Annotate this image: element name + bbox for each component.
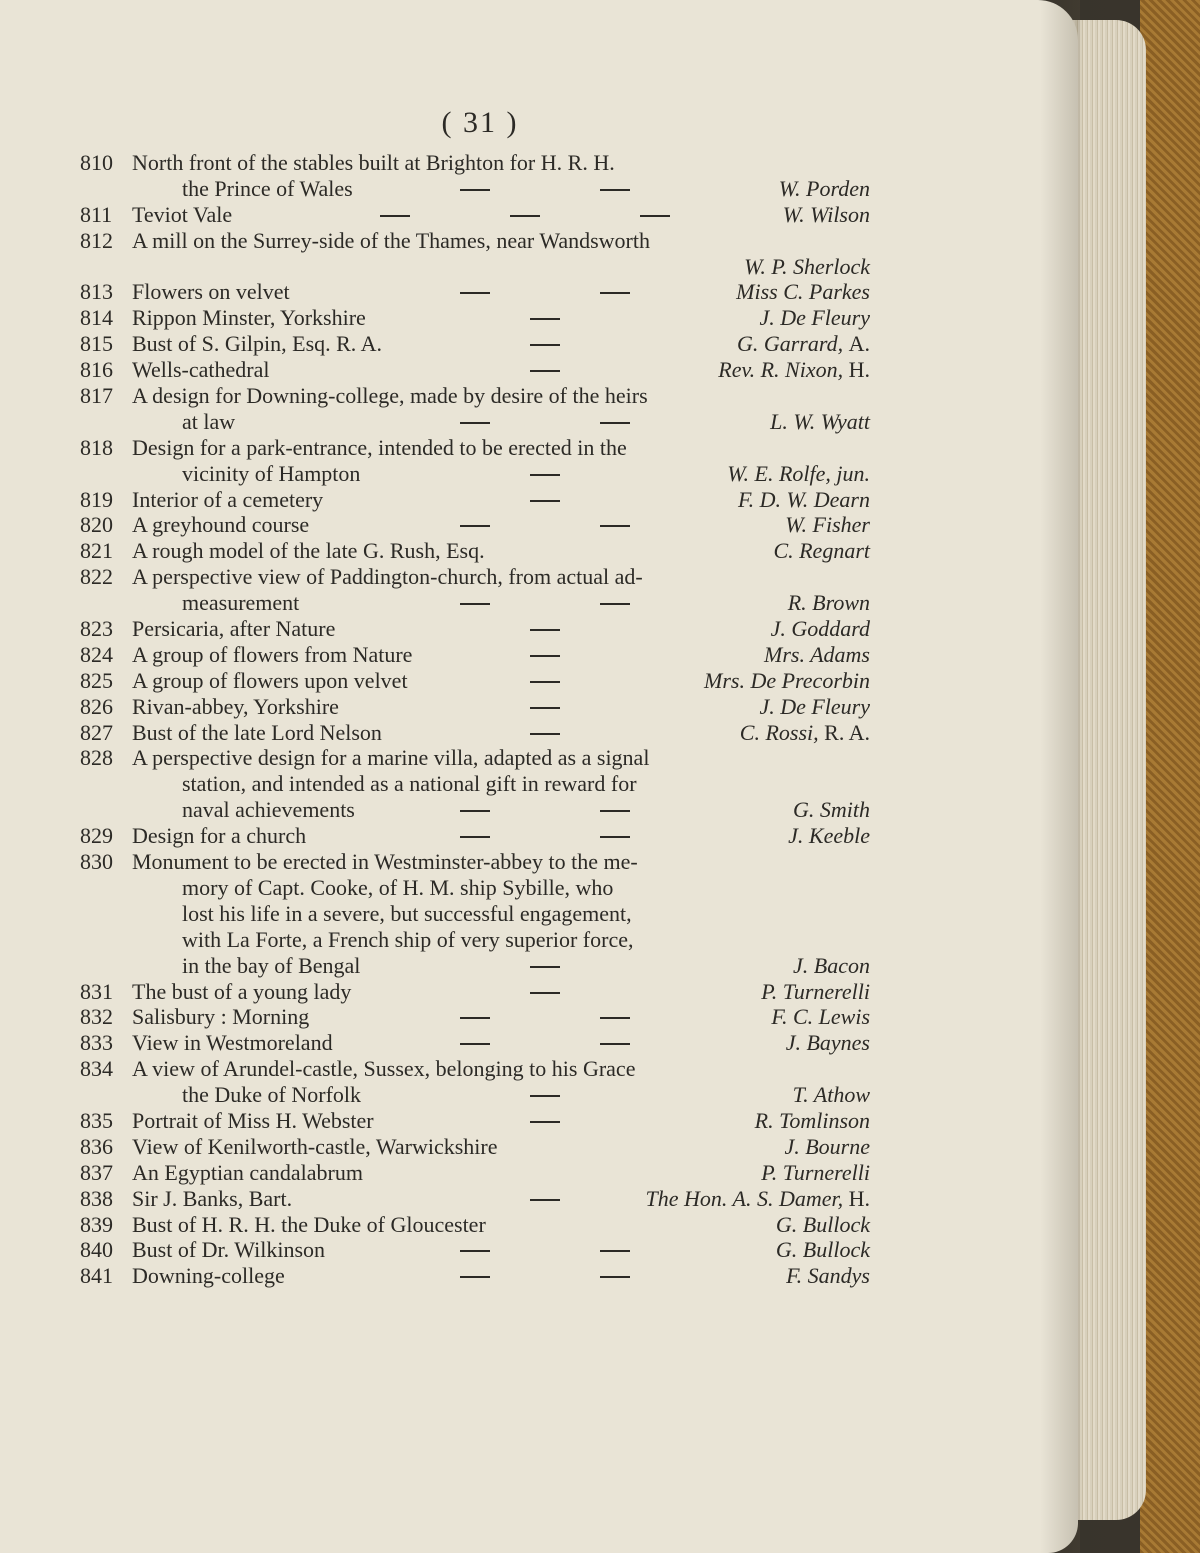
entry-line xyxy=(80,1186,870,1212)
entry-number: 830 xyxy=(80,849,113,875)
leader-dash xyxy=(380,215,410,217)
entry-artist xyxy=(788,590,870,616)
entry-artist xyxy=(759,694,870,720)
entry-number: 819 xyxy=(80,486,113,512)
artist-suffix: H. xyxy=(848,357,870,383)
entry-line xyxy=(80,357,870,383)
entry-artist xyxy=(770,409,870,435)
entry-line xyxy=(80,1056,870,1082)
entry-title: lost his life in a severe, but successful engagement, xyxy=(182,900,632,926)
entry-line xyxy=(80,642,870,668)
catalogue-entries xyxy=(80,150,870,1289)
entry-artist xyxy=(793,797,870,823)
entry-title: Interior of a cemetery xyxy=(132,486,324,512)
entry-number: 841 xyxy=(80,1263,113,1289)
entry-title: Design for a church xyxy=(132,823,307,849)
artist-name: Rev. R. Nixon, xyxy=(718,357,844,383)
entry-title: View of Kenilworth-castle, Warwickshire xyxy=(132,1133,498,1159)
entry-line xyxy=(80,435,870,461)
entry-title: Persicaria, after Nature xyxy=(132,616,336,642)
entry-line xyxy=(80,1004,870,1030)
entry-line xyxy=(80,1212,870,1238)
artist-name: Mrs. De Precorbin xyxy=(704,667,870,693)
entry-title: A design for Downing-college, made by desire of the heirs xyxy=(132,383,648,409)
entry-line xyxy=(80,927,870,953)
artist-name: L. W. Wyatt xyxy=(770,408,870,434)
entry-title: An Egyptian candalabrum xyxy=(132,1159,363,1185)
entry-artist xyxy=(718,357,870,383)
entry-number: 827 xyxy=(80,719,113,745)
entry-line xyxy=(80,616,870,642)
page-number-header: ( 31 ) xyxy=(441,106,519,139)
artist-name: G. Bullock xyxy=(775,1237,870,1263)
leader-dash xyxy=(530,474,560,476)
entry-title: Bust of the late Lord Nelson xyxy=(132,719,382,745)
artist-name: J. Bourne xyxy=(784,1133,870,1159)
entry-line xyxy=(80,668,870,694)
entry-number: 823 xyxy=(80,616,113,642)
entry-line xyxy=(80,487,870,513)
entry-line xyxy=(80,512,870,538)
entry-title: station, and intended as a national gift in reward for xyxy=(182,771,637,797)
entry-line xyxy=(80,823,870,849)
artist-name: J. De Fleury xyxy=(759,305,870,331)
artist-name: G. Bullock xyxy=(775,1211,870,1237)
entry-title: the Prince of Wales xyxy=(182,175,353,201)
entry-artist xyxy=(786,1263,870,1289)
entry-line xyxy=(80,176,870,202)
entry-artist xyxy=(646,1186,870,1212)
leader-dash xyxy=(460,525,490,527)
leader-dash xyxy=(530,629,560,631)
entry-number: 831 xyxy=(80,978,113,1004)
leader-dash xyxy=(530,500,560,502)
entry-artist xyxy=(785,512,870,538)
book-spine xyxy=(1140,0,1200,1553)
artist-name: W. P. Sherlock xyxy=(744,253,870,279)
entry-line xyxy=(80,694,870,720)
entry-line xyxy=(80,228,870,254)
leader-dash xyxy=(530,1121,560,1123)
leader-dash xyxy=(600,1250,630,1252)
artist-name: J. Baynes xyxy=(785,1030,870,1056)
entry-artist xyxy=(761,1160,870,1186)
page-gutter-shadow xyxy=(1040,0,1080,1553)
leader-dash xyxy=(600,422,630,424)
entry-number: 817 xyxy=(80,383,113,409)
entry-title: A mill on the Surrey-side of the Thames, near Wandsworth xyxy=(132,227,650,253)
entry-title: Wells-cathedral xyxy=(132,357,270,383)
entry-title: View in Westmoreland xyxy=(132,1030,333,1056)
entry-artist xyxy=(788,823,870,849)
artist-name: P. Turnerelli xyxy=(761,1159,870,1185)
artist-name: R. Tomlinson xyxy=(754,1107,870,1133)
entry-title: Rivan-abbey, Yorkshire xyxy=(132,693,339,719)
entry-artist xyxy=(773,538,870,564)
entry-artist xyxy=(793,1082,870,1108)
leader-dash xyxy=(530,344,560,346)
artist-name: P. Turnerelli xyxy=(761,978,870,1004)
artist-name: J. De Fleury xyxy=(759,693,870,719)
artist-name: W. Wilson xyxy=(782,201,870,227)
entry-title: Bust of Dr. Wilkinson xyxy=(132,1237,326,1263)
entry-number: 811 xyxy=(80,201,113,227)
artist-name: Mrs. Adams xyxy=(764,641,870,667)
entry-title: vicinity of Hampton xyxy=(182,460,361,486)
entry-title: The bust of a young lady xyxy=(132,978,352,1004)
entry-artist xyxy=(755,1108,870,1134)
entry-line xyxy=(80,331,870,357)
entry-artist xyxy=(761,979,870,1005)
entry-line xyxy=(80,1237,870,1263)
entry-number: 829 xyxy=(80,823,113,849)
entry-artist xyxy=(786,1030,870,1056)
entry-line xyxy=(80,254,870,280)
entry-artist xyxy=(784,1134,870,1160)
entry-line xyxy=(80,305,870,331)
entry-number: 822 xyxy=(80,564,113,590)
leader-dash xyxy=(460,1043,490,1045)
artist-name: J. Bacon xyxy=(793,952,870,978)
entry-artist xyxy=(738,487,870,513)
entry-title: in the bay of Bengal xyxy=(182,952,361,978)
entry-title: A group of flowers from Nature xyxy=(132,641,413,667)
leader-dash xyxy=(600,836,630,838)
entry-title: naval achievements xyxy=(182,797,355,823)
leader-dash xyxy=(460,1250,490,1252)
leader-dash xyxy=(530,992,560,994)
entry-line xyxy=(80,1108,870,1134)
entry-title: Downing-college xyxy=(132,1263,285,1289)
entry-title: Portrait of Miss H. Webster xyxy=(132,1107,374,1133)
entry-title: A greyhound course xyxy=(132,512,310,538)
leader-dash xyxy=(530,1199,560,1201)
entry-number: 840 xyxy=(80,1237,113,1263)
entry-line xyxy=(80,279,870,305)
entry-title: A view of Arundel-castle, Sussex, belonging to his Grace xyxy=(132,1056,636,1082)
entry-artist xyxy=(740,720,870,746)
entry-line xyxy=(80,979,870,1005)
leader-dash xyxy=(530,733,560,735)
entry-artist xyxy=(704,668,870,694)
artist-suffix: H. xyxy=(848,1185,870,1211)
artist-name: G. Smith xyxy=(793,797,870,823)
entry-line xyxy=(80,720,870,746)
entry-line xyxy=(80,564,870,590)
entry-number: 839 xyxy=(80,1211,113,1237)
entry-number: 837 xyxy=(80,1159,113,1185)
artist-name: W. E. Rolfe, jun. xyxy=(727,460,870,486)
entry-number: 818 xyxy=(80,434,113,460)
entry-artist xyxy=(771,616,870,642)
entry-title: A perspective design for a marine villa, adapted as a signal xyxy=(132,745,650,771)
entry-number: 836 xyxy=(80,1133,113,1159)
leader-dash xyxy=(530,707,560,709)
leader-dash xyxy=(600,1276,630,1278)
entry-line xyxy=(80,150,870,176)
entry-number: 821 xyxy=(80,538,113,564)
leader-dash xyxy=(600,1017,630,1019)
entry-title: A perspective view of Paddington-church, from actual ad- xyxy=(132,564,643,590)
entry-title: A rough model of the late G. Rush, Esq. xyxy=(132,538,485,564)
entry-number: 825 xyxy=(80,667,113,693)
entry-line xyxy=(80,745,870,771)
artist-name: F. Sandys xyxy=(786,1263,870,1289)
leader-dash xyxy=(460,1276,490,1278)
leader-dash xyxy=(460,810,490,812)
artist-name: G. Garrard, xyxy=(736,331,844,357)
entry-number: 812 xyxy=(80,227,113,253)
entry-title: Rippon Minster, Yorkshire xyxy=(132,305,366,331)
entry-artist xyxy=(737,331,870,357)
entry-number: 834 xyxy=(80,1056,113,1082)
entry-title: the Duke of Norfolk xyxy=(182,1082,362,1108)
entry-number: 828 xyxy=(80,745,113,771)
entry-number: 838 xyxy=(80,1185,113,1211)
entry-title: Monument to be erected in Westminster-abbey to the me- xyxy=(132,849,638,875)
leader-dash xyxy=(600,525,630,527)
artist-name: T. Athow xyxy=(792,1082,870,1108)
leader-dash xyxy=(530,655,560,657)
artist-name: W. Fisher xyxy=(785,512,870,538)
entry-line xyxy=(80,1263,870,1289)
artist-name: R. Brown xyxy=(787,590,870,616)
entry-artist xyxy=(771,1004,870,1030)
entry-line xyxy=(80,1134,870,1160)
entry-title: Teviot Vale xyxy=(132,201,233,227)
entry-line xyxy=(80,538,870,564)
entry-line xyxy=(80,590,870,616)
entry-artist xyxy=(744,254,870,280)
entry-title: Flowers on velvet xyxy=(132,279,290,305)
leader-dash xyxy=(460,422,490,424)
entry-title: measurement xyxy=(182,590,300,616)
entry-number: 833 xyxy=(80,1030,113,1056)
artist-name: F. D. W. Dearn xyxy=(737,486,870,512)
entry-artist xyxy=(764,642,870,668)
entry-line xyxy=(80,875,870,901)
artist-name: J. Goddard xyxy=(770,616,870,642)
entry-number: 820 xyxy=(80,512,113,538)
entry-artist xyxy=(776,1237,870,1263)
entry-line xyxy=(80,849,870,875)
entry-title: Bust of H. R. H. the Duke of Gloucester xyxy=(132,1211,486,1237)
entry-number: 813 xyxy=(80,279,113,305)
leader-dash xyxy=(530,318,560,320)
leader-dash xyxy=(600,810,630,812)
entry-artist xyxy=(776,1212,870,1238)
artist-name: C. Rossi, xyxy=(739,719,819,745)
entry-number: 832 xyxy=(80,1004,113,1030)
entry-line xyxy=(80,1082,870,1108)
leader-dash xyxy=(460,292,490,294)
entry-title: A group of flowers upon velvet xyxy=(132,667,408,693)
entry-title: mory of Capt. Cooke, of H. M. ship Sybille, who xyxy=(182,874,614,900)
entry-number: 826 xyxy=(80,693,113,719)
entry-artist xyxy=(736,279,870,305)
artist-suffix: R. A. xyxy=(824,719,870,745)
entry-artist xyxy=(727,461,870,487)
entry-number: 835 xyxy=(80,1107,113,1133)
entry-number: 810 xyxy=(80,150,113,175)
entry-line xyxy=(80,1160,870,1186)
entry-artist xyxy=(783,202,870,228)
entry-title: Bust of S. Gilpin, Esq. R. A. xyxy=(132,331,382,357)
leader-dash xyxy=(530,370,560,372)
leader-dash xyxy=(460,189,490,191)
entry-number: 816 xyxy=(80,357,113,383)
entry-line xyxy=(80,797,870,823)
entry-line xyxy=(80,461,870,487)
artist-name: C. Regnart xyxy=(773,538,870,564)
entry-line xyxy=(80,409,870,435)
entry-title: Salisbury : Morning xyxy=(132,1004,310,1030)
entry-title: Design for a park-entrance, intended to be erected in the xyxy=(132,434,627,460)
entry-title: with La Forte, a French ship of very superior force, xyxy=(182,926,634,952)
entry-artist xyxy=(779,176,870,202)
leader-dash xyxy=(640,215,670,217)
leader-dash xyxy=(600,1043,630,1045)
artist-name: Miss C. Parkes xyxy=(736,279,870,305)
entry-line xyxy=(80,383,870,409)
leader-dash xyxy=(530,681,560,683)
leader-dash xyxy=(460,1017,490,1019)
leader-dash xyxy=(600,292,630,294)
entry-number: 824 xyxy=(80,641,113,667)
leader-dash xyxy=(600,189,630,191)
entry-artist xyxy=(793,953,870,979)
entry-line xyxy=(80,901,870,927)
entry-title: at law xyxy=(182,408,236,434)
entry-line xyxy=(80,771,870,797)
artist-suffix: A. xyxy=(848,331,870,357)
entry-title: North front of the stables built at Brighton for H. R. H. xyxy=(132,150,615,175)
leader-dash xyxy=(510,215,540,217)
artist-name: F. C. Lewis xyxy=(771,1004,870,1030)
leader-dash xyxy=(530,966,560,968)
entry-number: 814 xyxy=(80,305,113,331)
entry-line xyxy=(80,202,870,228)
artist-name: W. Porden xyxy=(778,175,870,201)
leader-dash xyxy=(530,1095,560,1097)
artist-name: The Hon. A. S. Damer, xyxy=(645,1185,844,1211)
entry-number: 815 xyxy=(80,331,113,357)
entry-line xyxy=(80,1030,870,1056)
entry-artist xyxy=(759,305,870,331)
entry-title: Sir J. Banks, Bart. xyxy=(132,1185,293,1211)
leader-dash xyxy=(460,836,490,838)
leader-dash xyxy=(600,603,630,605)
leader-dash xyxy=(460,603,490,605)
artist-name: J. Keeble xyxy=(788,823,870,849)
entry-line xyxy=(80,953,870,979)
